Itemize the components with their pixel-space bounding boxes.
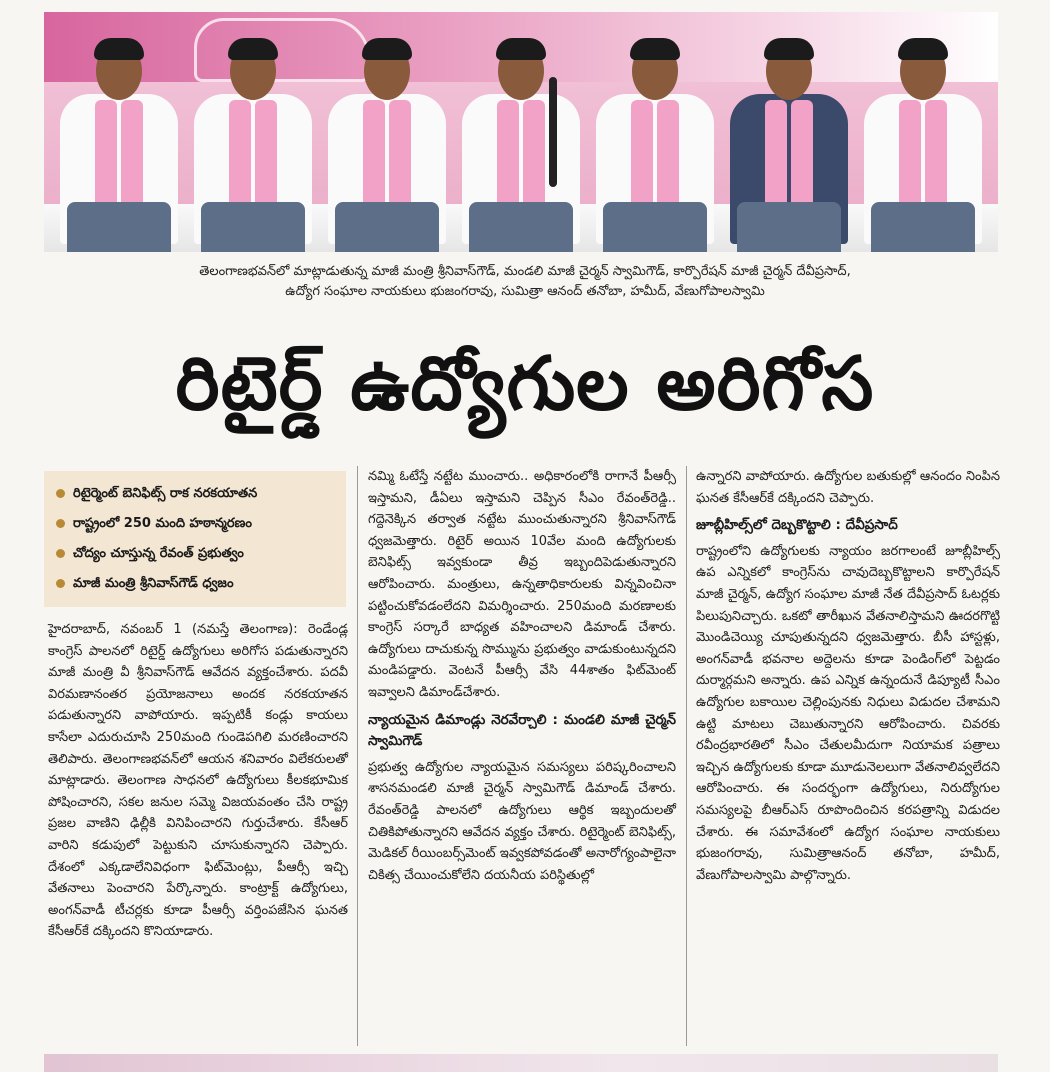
photo-caption xyxy=(0,262,1050,302)
article-column-3 xyxy=(696,466,1000,886)
subheading: జూబ్లీహిల్స్‌లో దెబ్బకొట్టాలి : దేవీప్రసాద్ xyxy=(696,517,898,534)
person-figure xyxy=(864,42,982,252)
highlight-item xyxy=(56,539,346,569)
person-figure xyxy=(60,42,178,252)
highlight-text: రాష్ట్రంలో 250 మంది హఠాన్మరణం xyxy=(73,516,252,531)
column-divider xyxy=(357,466,358,1046)
column-divider xyxy=(686,466,687,1046)
highlight-text: చోద్యం చూస్తున్న రేవంత్ ప్రభుత్వం xyxy=(73,546,244,561)
highlights-box xyxy=(44,471,346,607)
bottom-image-strip xyxy=(44,1054,998,1072)
headline: రిటైర్డ్ ఉద్యోగుల అరిగోస xyxy=(175,341,875,427)
highlight-item xyxy=(56,509,346,539)
bullet-icon xyxy=(56,579,65,588)
person-figure xyxy=(462,42,580,252)
article-paragraph: హైదరాబాద్, నవంబర్ 1 (నమస్తే తెలంగాణ): రెండేండ్ల కాంగ్రెస్ పాలనలో రిటైర్డ్ ఉద్యోగులు అరిగోస పడుతున్నారని మాజీ మంత్రి వీ శ్రీనివాస్‌గౌడ్ ఆవేదన వ్యక్తంచేశారు. పదవీ విరమణానంతర ప్రయోజనాలు అందక నరకయాతన పడుతున్నారని వాపోయారు. ఇప్పటికీ కండ్లు కాయలు కాసేలా ఎదురుచూసి 250మంది గుండెపగిలి మరణించారని తెలిపారు. తెలంగాణభవన్‌లో ఆయన శనివారం విలేకరులతో మాట్లాడారు. తెలంగాణ సాధనలో ఉద్యోగులు కీలకభూమిక పోషించారని, సకల జనుల సమ్మె విజయవంతం చేసి రాష్ట్ర ప్రజల వాణిని ఢిల్లీకి వినిపించారని గుర్తుచేశారు. కేసీఆర్ వారిని కడుపులో పెట్టుకుని చూసుకున్నారని చెప్పారు. దేశంలో ఎక్కడాలేనివిధంగా ఫిట్‌మెంట్లు, పీఆర్సీ ఇచ్చి వేతనాలు పెంచారని పేర్కొన్నారు. కాంట్రాక్ట్ ఉద్యోగులు, అంగన్‌వాడీ టీచర్లకు కూడా పీఆర్సీ వర్తింపజేసిన ఘనత కేసీఆర్‌కే దక్కిందని కొనియాడారు. xyxy=(48,622,348,940)
article-column-2 xyxy=(368,466,676,886)
article-column-1 xyxy=(48,619,348,943)
highlight-item xyxy=(56,569,346,599)
article-paragraph: రాష్ట్రంలోని ఉద్యోగులకు న్యాయం జరగాలంటే జూబ్లీహిల్స్ ఉప ఎన్నికలో కాంగ్రెస్‌ను చావుదెబ్బకొట్టాలని కార్పొరేషన్ మాజీ చైర్మన్, ఉద్యోగ సంఘాల మాజీ నేత దేవీప్రసాద్ ఓటర్లకు పిలుపునిచ్చారు. ఒకటో తారీఖున వేతనాలిస్తామని ఊదరగొట్టి మొండిచెయ్యి చూపుతున్నదని ధ్వజమెత్తారు. బీసీ హాస్టళ్లు, అంగన్‌వాడీ భవనాల అద్దెలను కూడా పెండింగ్‌లో పెట్టడం దుర్మార్గమని అన్నారు. ఉప ఎన్నిక ఉన్నందునే డిప్యూటీ సీఎం ఉద్యోగుల బకాయిల చెల్లింపునకు నిధులు విడుదల చేశామని ఉట్టి మాటలు చెబుతున్నారని ఆరోపించారు. చివరకు రవీంద్రభారతిలో సీఎం చేతులమీదుగా నియామక పత్రాలు ఇచ్చిన ఉద్యోగులకు కూడా మూడునెలలుగా వేతనాలివ్వలేదని ఆరోపించారు. ఈ సందర్భంగా ఉద్యోగులు, నిరుద్యోగుల సమస్యలపై బీఆర్ఎస్ రూపొందించిన కరపత్రాన్ని విడుదల చేశారు. ఈ సమావేశంలో ఉద్యోగ సంఘాల నాయకులు భుజంగరావు, సుమిత్రాఆనంద్ తనోబా, హమీద్, వేణుగోపాలస్వామి పాల్గొన్నారు. xyxy=(696,543,1000,883)
highlight-text: రిటైర్మెంట్ బెనిఫిట్స్ రాక నరకయాతన xyxy=(73,486,258,501)
caption-line-1: తెలంగాణభవన్‌లో మాట్లాడుతున్న మాజీ మంత్రి శ్రీనివాస్‌గౌడ్, మండలి మాజీ చైర్మన్ స్వామిగౌడ్, కార్పొరేషన్ మాజీ చైర్మన్ దేవీప్రసాద్, xyxy=(199,264,851,279)
news-photo xyxy=(44,12,998,252)
bullet-icon xyxy=(56,519,65,528)
bullet-icon xyxy=(56,489,65,498)
highlight-item xyxy=(56,479,346,509)
microphone xyxy=(549,77,557,187)
article-paragraph: నమ్మి ఓటేస్తే నట్టేట ముంచారు.. అధికారంలోకి రాగానే పీఆర్సీ ఇస్తామని, డీఏలు ఇస్తామని చెప్పిన సీఎం రేవంత్‌రెడ్డి.. గద్దెనెక్కిన తర్వాత నట్టేట ముంచుతున్నారని శ్రీనివాస్‌గౌడ్ ధ్వజమెత్తారు. రిటైర్ అయిన 10వేల మంది ఉద్యోగులకు బెనిఫిట్స్ ఇవ్వకుండా తీవ్ర ఇబ్బందిపెడుతున్నారని ఆరోపించారు. మంత్రులు, ఉన్నతాధికారులకు విన్నవించినా పట్టించుకోవడంలేదని విమర్శించారు. 250మంది మరణాలకు కాంగ్రెస్ సర్కారే బాధ్యత వహించాలని డిమాండ్ చేశారు. ఉద్యోగులు దాచుకున్న సొమ్మును ప్రభుత్వం వాడుకుంటున్నదని మండిపడ్డారు. వెంటనే పీఆర్సీ వేసి 44శాతం ఫిట్‌మెంట్ ఇవ్వాలని డిమాండ్‌చేశారు. xyxy=(368,469,676,700)
highlight-text: మాజీ మంత్రి శ్రీనివాస్‌గౌడ్ ధ్వజం xyxy=(73,576,234,591)
caption-line-2: ఉద్యోగ సంఘాల నాయకులు భుజంగరావు, సుమిత్రా ఆనంద్ తనోబా, హమీద్, వేణుగోపాలస్వామి xyxy=(285,284,765,299)
person-figure xyxy=(194,42,312,252)
subheading: న్యాయమైన డిమాండ్లు నెరవేర్చాలి : మండలి మాజీ చైర్మన్ స్వామిగౌడ్ xyxy=(368,711,676,750)
article-paragraph: ప్రభుత్వ ఉద్యోగుల న్యాయమైన సమస్యలు పరిష్కరించాలని శాసనమండలి మాజీ చైర్మన్ స్వామిగౌడ్ డిమాండ్ చేశారు. రేవంత్‌రెడ్డి పాలనలో ఉద్యోగులు ఆర్థిక ఇబ్బందులతో చితికిపోతున్నారని ఆవేదన వ్యక్తం చేశారు. రిటైర్మెంట్ బెనిఫిట్స్, మెడికల్ రీయింబర్స్‌మెంట్ ఇవ్వకపోవడంతో అనారోగ్యంపాలైనా చికిత్స చేయించుకోలేని దయనీయ పరిస్థితుల్లో xyxy=(368,759,676,883)
bullet-icon xyxy=(56,549,65,558)
person-figure xyxy=(596,42,714,252)
article-paragraph: ఉన్నారని వాపోయారు. ఉద్యోగుల బతుకుల్లో ఆనందం నింపిన ఘనత కేసీఆర్‌కే దక్కిందని చెప్పారు. xyxy=(696,469,1000,506)
person-figure xyxy=(730,42,848,252)
person-figure xyxy=(328,42,446,252)
